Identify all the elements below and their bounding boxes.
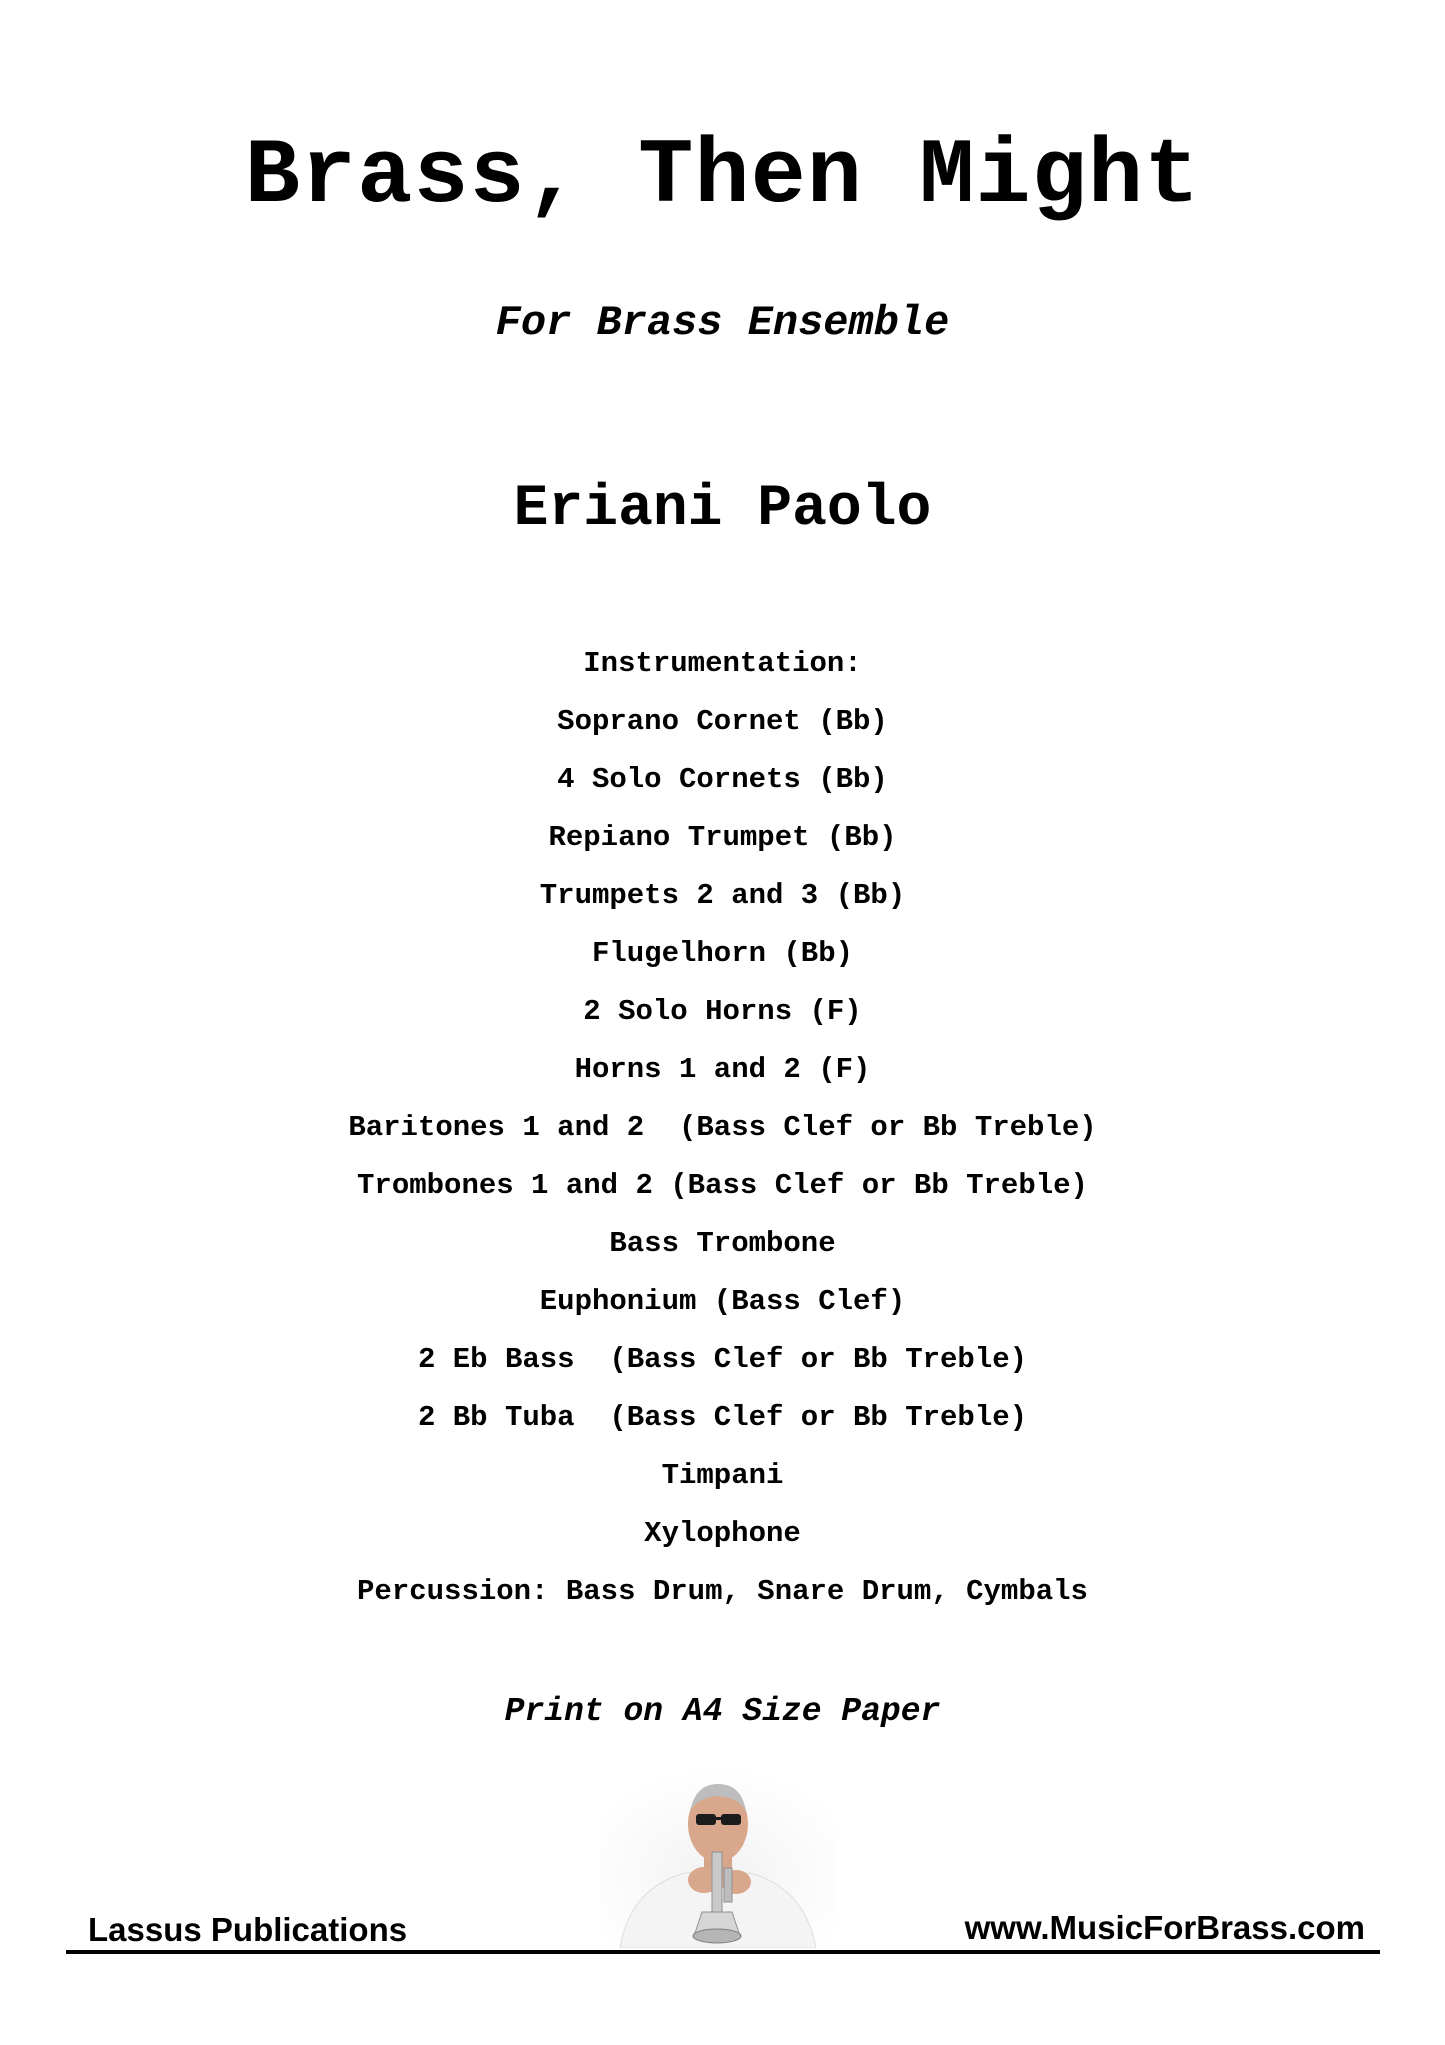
publisher-name: Lassus Publications [88, 1911, 408, 1948]
piece-subtitle: For Brass Ensemble [495, 299, 950, 347]
instrument-item: Trumpets 2 and 3 (Bb) [539, 879, 906, 912]
instrument-item: Flugelhorn (Bb) [591, 937, 854, 970]
instrument-item: 2 Bb Tuba (Bass Clef or Bb Treble) [417, 1401, 1028, 1434]
piece-title: Brass, Then Might [244, 124, 1201, 229]
instrumentation-list [0, 646, 1445, 1632]
composer-name: Eriani Paolo [513, 477, 932, 542]
instrument-item: Baritones 1 and 2 (Bass Clef or Bb Treble) [348, 1111, 1097, 1144]
trumpet-player-photo [600, 1768, 836, 1948]
print-note: Print on A4 Size Paper [504, 1693, 941, 1730]
instrument-item: 2 Solo Horns (F) [583, 995, 862, 1028]
instrument-item: 4 Solo Cornets (Bb) [557, 763, 888, 796]
instrumentation-heading: Instrumentation: [583, 647, 862, 680]
instrument-item: Percussion: Bass Drum, Snare Drum, Cymbals [357, 1575, 1088, 1608]
instrument-item: Xylophone [644, 1517, 801, 1550]
instrument-item: Trombones 1 and 2 (Bass Clef or Bb Treble) [357, 1169, 1088, 1202]
instrument-item: Euphonium (Bass Clef) [539, 1285, 906, 1318]
instrument-item: Timpani [661, 1459, 784, 1492]
instrument-item: Bass Trombone [609, 1227, 836, 1260]
instrument-item: 2 Eb Bass (Bass Clef or Bb Treble) [417, 1343, 1028, 1376]
instrument-item: Repiano Trumpet (Bb) [548, 821, 897, 854]
footer-divider [66, 1950, 1380, 1954]
website-link[interactable]: www.MusicForBrass.com [964, 1909, 1365, 1946]
instrument-item: Soprano Cornet (Bb) [557, 705, 888, 738]
instrument-item: Horns 1 and 2 (F) [574, 1053, 871, 1086]
